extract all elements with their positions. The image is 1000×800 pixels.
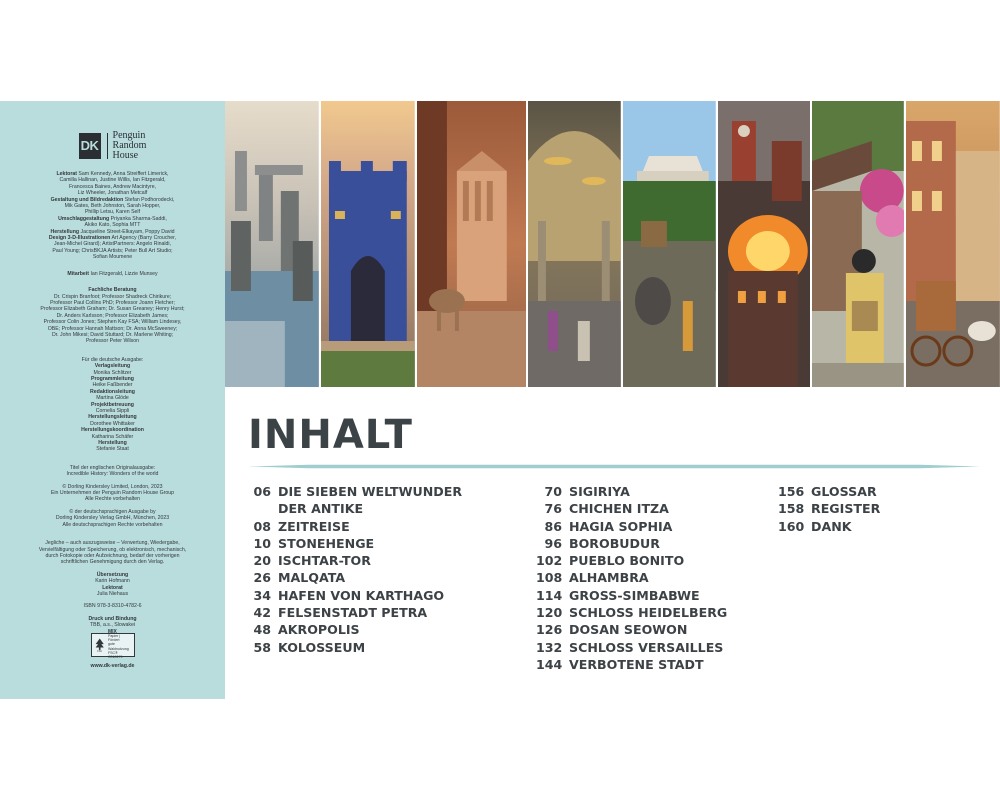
fsc-text: MIX Papier | Fördert gute Waldnutzung FSC® C018179 (107, 628, 129, 660)
fsc-label (8, 628, 217, 660)
toc-column-3 (778, 483, 880, 535)
book-spread (0, 101, 1000, 699)
rights-notice: Jegliche – auch auszugsweise – Verwertung, Wiedergabe, Vervielfältigung oder Speicherung, ob elektronisch, mechanisch, durch Fotokopie oder Aufzeichnung, bedarf der vorherigen schriftlichen Genehmigung durch den Verlag. (38, 540, 187, 566)
credit-line: Mik Gates, Beth Johnston, Sarah Hopper, (64, 203, 161, 210)
publisher-name-line: House (112, 150, 139, 161)
german-edition-credits: Für die deutsche Ausgabe: Verlagsleitung Monika Schlitzer Programmleitung Heike Faßbender Redaktionsleitung Martina Glöde Projektbetreuung Cornelia Sippli Herstellungsleitung Dorothee Whittaker Herstellungskoordination Katharina Schäfer Herstellung Stefanie Staat (81, 356, 144, 453)
toc-entry[interactable]: 06 DIE SIEBEN WELTWUNDER (253, 484, 463, 499)
toc-entry[interactable]: 158 REGISTER (778, 501, 881, 517)
credit-line: Camilla Hallinan, Justine Willis, Ian Fitzgerald, (59, 177, 166, 184)
toc-entry[interactable]: 42 FELSENSTADT PETRA (253, 605, 428, 621)
illustration-versailles (906, 101, 1000, 387)
credit-line: Lektorat Sam Kennedy, Anna Streiffert Limerick, (56, 171, 169, 177)
isbn: ISBN 978-3-8310-4782-6 (83, 603, 142, 610)
toc-entry[interactable]: 156 GLOSSAR (778, 484, 877, 499)
copyright-original: © Dorling Kindersley Limited, London, 2023 Ein Unternehmen der Penguin Random House Group Alle Rechte vorbehalten (50, 483, 175, 503)
toc-entry[interactable]: 86 HAGIA SOPHIA (544, 518, 673, 534)
toc-entry[interactable]: 126 DOSAN SEOWON (536, 622, 688, 638)
toc-entry[interactable]: 58 KOLOSSEUM (253, 639, 366, 655)
table-of-contents (225, 387, 1000, 699)
credit-line: Liz Wheeler, Jonathan Metcalf (77, 190, 148, 197)
imprint-column (0, 101, 225, 699)
title-underline (248, 464, 980, 469)
credit-line: Sofian Moumene (92, 254, 133, 261)
consultants-heading: Fachliche Beratung (88, 287, 137, 294)
toc-entry[interactable]: 70 SIGIRIYA (544, 484, 630, 499)
toc-entry[interactable]: 34 HAFEN VON KARTHAGO (253, 587, 445, 603)
toc-entry[interactable]: 160 DANK (778, 518, 852, 534)
svg-text:FSC: FSC (96, 649, 102, 653)
toc-entry[interactable]: 144 VERBOTENE STADT (536, 656, 704, 672)
print-credit: Druck und Bindung TBB, a.s., Slowakei (88, 615, 137, 629)
toc-entry[interactable]: 114 GROSS-SIMBABWE (536, 587, 700, 603)
credit-line: Phillip Letsu, Karen Self (84, 209, 141, 216)
toc-column-1 (253, 483, 462, 656)
credit-line: Paul Young; ChrisBKJA Artists; Peter Bull Art Studio; (52, 247, 173, 254)
illustration-ishtar-gate (321, 101, 415, 387)
publisher-name (113, 131, 147, 161)
publisher-name-line: Penguin (112, 130, 146, 141)
copyright-german: © der deutschsprachigen Ausgabe by Dorling Kindersley Verlag GmbH, München, 2023 Alle deutschsprachigen Rechte vorbehalten (55, 508, 170, 528)
english-credits (8, 171, 217, 261)
mitarbeit-credit: Mitarbeit Ian Fitzgerald, Lizzie Munsey (67, 270, 158, 277)
toc-column-2 (536, 483, 727, 673)
website-link[interactable]: www.dk-verlag.de (90, 662, 135, 669)
credit-line: Umschlaggestaltung Priyanka Sharma-Saddi, (58, 215, 167, 222)
credit-line: Herstellung Jacqueline Street-Elkayam, Poppy David (50, 228, 175, 235)
credit-line: Design 3-D-Illustrationen Art Agency (Barry Croucher, (48, 235, 177, 242)
toc-entry[interactable]: DER ANTIKE (278, 501, 364, 517)
toc-entry[interactable]: 102 PUEBLO BONITO (536, 553, 685, 569)
illustration-heidelberg (718, 101, 811, 387)
illustration-hagia-sophia (528, 101, 621, 387)
illustration-strip (225, 101, 1000, 387)
dk-logo-icon: DK (79, 133, 101, 159)
credit-line: Akiko Kato, Sophia MTT (84, 222, 141, 229)
fsc-tree-icon (94, 636, 105, 654)
illustration-stonehenge (225, 101, 319, 387)
publisher-logo (8, 131, 217, 161)
credit-line: Jean-Michel Girard); ArtistPartners: Angelo Rinaldi, (53, 241, 172, 248)
translation-credits: Übersetzung Karin Hofmann Lektorat Julia Niehaus (95, 571, 130, 597)
logo-divider (107, 133, 108, 159)
original-title: Titel der englischen Originalausgabe: Incredible History: Wonders of the world (66, 464, 159, 478)
toc-entry[interactable]: 10 STONEHENGE (253, 535, 375, 551)
credit-line: Francesca Baines, Andrew Macintyre, (68, 183, 157, 190)
toc-entry[interactable]: 48 AKROPOLIS (253, 622, 360, 638)
toc-entry[interactable]: 120 SCHLOSS HEIDELBERG (536, 605, 728, 621)
contents-title: INHALT (248, 412, 413, 458)
illustration-dosan-seowon (812, 101, 904, 387)
toc-entry[interactable]: 08 ZEITREISE (253, 518, 350, 534)
illustration-borobudur (623, 101, 716, 387)
toc-entry[interactable]: 76 CHICHEN ITZA (544, 501, 669, 517)
illustration-petra (417, 101, 527, 387)
toc-entry[interactable]: 132 SCHLOSS VERSAILLES (536, 639, 724, 655)
toc-entry[interactable]: 96 BOROBUDUR (544, 535, 660, 551)
toc-entry[interactable]: 20 ISCHTAR-TOR (253, 553, 371, 569)
publisher-name-line: Random (112, 140, 147, 151)
toc-entry[interactable]: 108 ALHAMBRA (536, 570, 649, 586)
credit-line: Gestaltung und Bildredaktion Stefan Podhorodecki, (50, 196, 175, 203)
consultants: Fachliche Beratung Dr. Crispin Branfoot; Professor Shadreck Chirikure; Professor Paul Collins PhD; Professor Joann Fletcher; Professor Elizabeth Graham; Dr. Susan Greaney; Henry Hurst; Dr. Anders Karlsson; Professor Elizabeth James; Professor Colin Jones; Stephen Kay FSA; William Lindesey, OBE; Professor Hannah Mattson; Dr. Anna McSweeney; Dr. John Mikesi; David Stuttard; Dr. Marlene Whiting; Professor Peter Wilson (8, 287, 217, 345)
toc-entry[interactable]: 26 MALQATA (253, 570, 346, 586)
